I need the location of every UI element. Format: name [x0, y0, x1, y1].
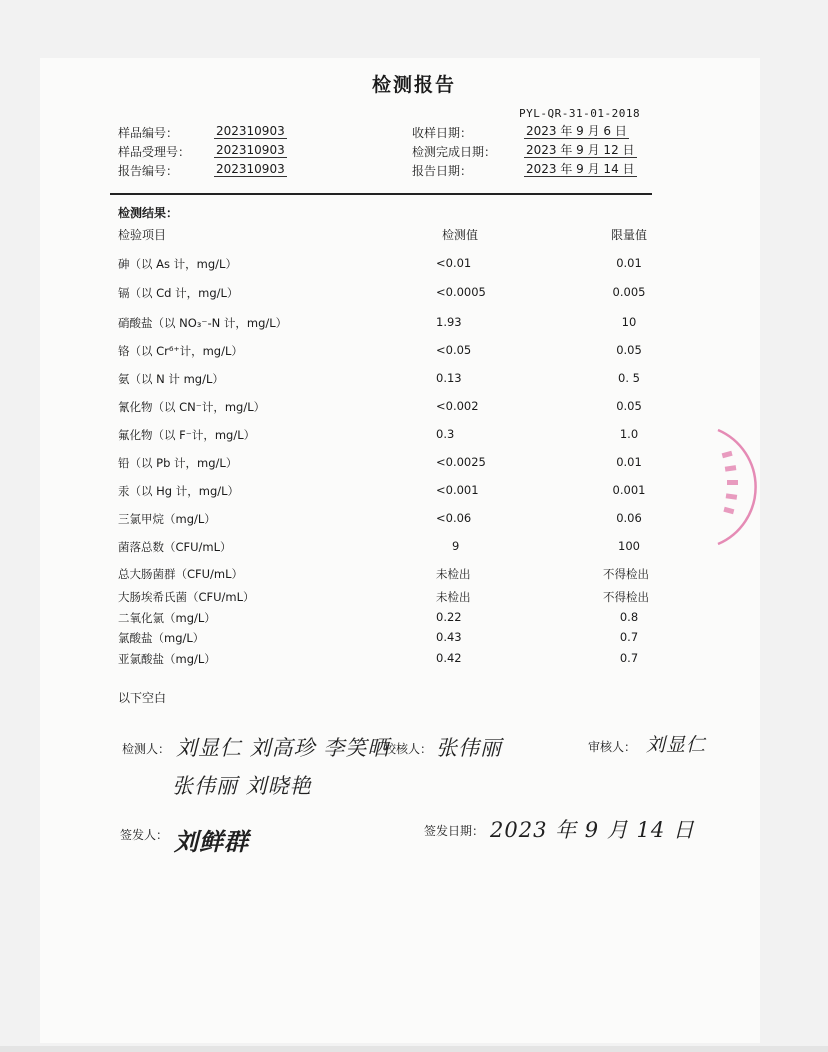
issuer-label: 签发人： — [120, 828, 169, 842]
meta-report-date: 报告日期： 2023 年 9 月 14 日 — [412, 162, 635, 178]
reviewer-label: 审核人： — [588, 740, 637, 754]
seal-text-fragments — [722, 451, 738, 514]
tester-signature-line2: 张伟丽 刘晓艳 — [172, 774, 312, 798]
document-code: PYL-QR-31-01-2018 — [519, 107, 641, 120]
reviewer-signature: 刘显仁 — [646, 734, 707, 756]
table-row: 亚氯酸盐（mg/L） 0.42 0.7 — [118, 651, 639, 666]
header-divider — [110, 193, 652, 195]
finish-date-value: 2023 年 9 月 12 日 — [526, 143, 635, 157]
table-row: 氟化物（以 F⁻计，mg/L） 0.3 1.0 — [118, 427, 639, 442]
table-row: 汞（以 Hg 计，mg/L） <0.001 0.001 — [118, 483, 646, 498]
seal-ring — [718, 430, 756, 544]
table-row: 菌落总数（CFU/mL） 9 100 — [118, 539, 640, 554]
header-result: 检测值 — [442, 228, 479, 242]
header-limit: 限量值 — [610, 228, 647, 242]
sample-no-value: 20231090​3 — [216, 124, 285, 138]
meta-receive-date: 收样日期： 2023 年 9 月 6 日 — [412, 124, 627, 140]
blank-below-note: 以下空白 — [118, 691, 167, 705]
meta-report-no: 报告编号： 20231090​3 — [118, 162, 285, 178]
report-title: 检测报告 — [371, 74, 456, 96]
table-row: 砷（以 As 计，mg/L） <0.01 0.01 — [118, 256, 642, 271]
seal-graphic — [712, 422, 760, 552]
table-row: 铅（以 Pb 计，mg/L） <0.0025 0.01 — [118, 455, 642, 470]
checker-signature: 张伟丽 — [436, 736, 502, 760]
table-row: 总大肠菌群（CFU/mL） 未检出 不得检出 — [118, 567, 649, 581]
meta-receive-no: 样品受理号： 20231090​3 — [118, 143, 285, 159]
meta-sample-no: 样品编号： 20231090​3 — [118, 124, 285, 140]
table-row: 氰化物（以 CN⁻计，mg/L） <0.002 0.05 — [118, 399, 642, 414]
table-row: 三氯甲烷（mg/L） <0.06 0.06 — [118, 511, 642, 526]
results-title: 检测结果： — [118, 206, 179, 220]
tester-label: 检测人： — [122, 742, 171, 756]
page-bottom-edge — [0, 1046, 828, 1052]
table-row: 大肠埃希氏菌（CFU/mL） 未检出 不得检出 — [118, 590, 649, 604]
report-date-value: 2023 年 9 月 14 日 — [526, 162, 635, 176]
tester-signature-line1: 刘显仁 刘高珍 李笑晒 — [176, 736, 390, 760]
table-row: 二氧化氯（mg/L） 0.22 0.8 — [118, 610, 639, 625]
issue-date-handwritten: 2023 年 9 月 14 日 — [490, 818, 695, 842]
table-row: 氨（以 N 计 mg/L） 0.13 0. 5 — [118, 371, 640, 386]
report-no-value: 20231090​3 — [216, 162, 285, 176]
table-row: 硝酸盐（以 NO₃⁻-N 计，mg/L） 1.93 10 — [118, 315, 637, 330]
issue-date-label: 签发日期： — [424, 824, 485, 838]
table-row: 镉（以 Cd 计，mg/L） <0.0005 0.005 — [118, 285, 646, 300]
receive-date-value: 2023 年 9 月 6 日 — [526, 124, 627, 138]
issuer-signature: 刘鲜群 — [174, 827, 249, 856]
receive-no-value: 20231090​3 — [216, 143, 285, 157]
official-seal — [712, 422, 760, 552]
table-row: 铬（以 Cr⁶⁺计，mg/L） <0.05 0.05 — [118, 343, 642, 358]
header-item: 检验项目 — [118, 228, 167, 242]
table-row: 氯酸盐（mg/L） 0.43 0.7 — [118, 630, 639, 645]
checker-label: 校核人： — [384, 742, 433, 756]
meta-finish-date: 检测完成日期： 2023 年 9 月 12 日 — [412, 143, 635, 159]
